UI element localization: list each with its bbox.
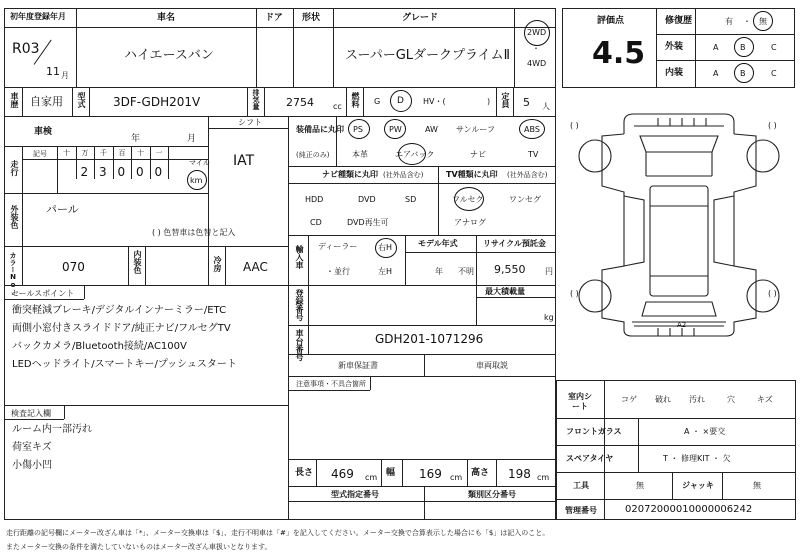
repair-no: 無	[759, 17, 767, 26]
drive-dot: ・	[532, 44, 540, 53]
interior-b: B	[740, 69, 746, 78]
new-car-warranty: 新車保証書	[338, 361, 378, 370]
sales-point-line-2: 両側小窓付きスライドドア/純正ナビ/フルセグTV	[12, 323, 231, 334]
fuel-close: )	[487, 97, 491, 106]
nav-label: ナビ種類に丸印	[322, 170, 378, 179]
vehicle-manual: 車両取説	[476, 361, 508, 370]
nav-sublabel: (社外品含む)	[383, 171, 424, 179]
mileage-digit-label: 万	[81, 149, 89, 157]
import-parallel: ・並行	[326, 267, 350, 276]
diagram-paren-bl: ( )	[570, 289, 579, 298]
height-unit: cm	[537, 473, 550, 482]
model-label: 型式	[77, 92, 86, 108]
interior-seat-label: 室内シート	[568, 392, 592, 412]
mileage-sign-label: 記号	[33, 150, 47, 158]
grade-label: グレード	[402, 13, 439, 23]
color-no-label: カラーNo.	[9, 252, 17, 297]
mileage-digit-label: 十	[137, 149, 144, 157]
seat-dirt: 汚れ	[689, 395, 705, 404]
color-label: 外装色	[10, 205, 19, 229]
equip-pw: PW	[389, 125, 402, 134]
windshield-value: A ・ ×要交	[684, 427, 726, 436]
score-label: 評価点	[597, 16, 625, 26]
fuel-g: G	[374, 97, 381, 106]
usage-value: 自家用	[30, 95, 63, 108]
equip-navi: ナビ	[470, 150, 486, 159]
nav-dvd: DVD	[358, 195, 376, 204]
capacity-value: 5	[523, 96, 530, 109]
interior-c: C	[771, 69, 777, 78]
length-label: 長さ	[295, 468, 314, 478]
fuel-label: 燃料	[351, 92, 360, 108]
equipment-label: 装備品に丸印	[296, 125, 344, 134]
diagram-paren-tl: ( )	[570, 121, 579, 130]
interior-label: 内装	[665, 68, 684, 78]
chassis-value: GDH201-1071296	[375, 332, 484, 346]
tv-oneseg: ワンセグ	[509, 195, 541, 204]
mile-label: マイル	[189, 159, 210, 167]
color-change-note: ( ) 色替車は色替と記入	[152, 228, 236, 237]
diagram-paren-tr: ( )	[768, 121, 777, 130]
management-label: 管理番号	[565, 506, 597, 515]
cooler-label: 冷房	[213, 256, 222, 272]
drive-4wd: 4WD	[527, 59, 547, 68]
tv-sublabel: (社外品含む)	[507, 171, 548, 179]
interior-color-label: 内装色	[133, 250, 142, 274]
model-year-year: 年	[435, 267, 443, 276]
class-label: 類別区分番号	[468, 490, 516, 499]
sales-point-line-4: LEDヘッドライト/スマートキー/プッシュスタート	[12, 359, 237, 370]
mileage-digit-label: 千	[100, 149, 107, 157]
first-registration-year: R03	[12, 41, 40, 57]
fuel-d: D	[397, 96, 404, 106]
inspector-label: 検査記入欄	[11, 409, 51, 418]
jack-value: 無	[753, 481, 761, 490]
nav-dvd-play: DVD再生可	[347, 218, 389, 227]
mileage-digit-label: 一	[155, 149, 163, 157]
sales-point-line-3: バックカメラ/Bluetooth接続/AC100V	[12, 341, 187, 352]
mileage-digit-label: 十	[63, 149, 70, 157]
color-value: パール	[46, 203, 79, 216]
main-form-frame	[4, 8, 556, 520]
fuel-hv: HV・(	[423, 97, 446, 106]
month-unit: 月	[61, 71, 69, 80]
shift-label: シフト	[238, 118, 262, 127]
equip-aw: AW	[425, 125, 438, 134]
nav-sd: SD	[405, 195, 417, 204]
diagram-mark-a2: A2	[677, 321, 687, 329]
mileage-digit: 0	[136, 165, 144, 179]
spare-tire-value: T ・ 修理KIT ・ 欠	[663, 454, 731, 463]
width-value: 169	[419, 467, 442, 481]
inspection-label: 車検	[34, 127, 53, 137]
width-unit: cm	[450, 473, 463, 482]
mileage-digit: 2	[80, 165, 89, 179]
car-name-label: 車名	[157, 13, 176, 23]
car-name-value: ハイエースバン	[124, 48, 214, 63]
recycle-label: リサイクル預託金	[483, 239, 546, 248]
type-cert-label: 型式指定番号	[331, 490, 379, 499]
door-label: ドア	[265, 13, 283, 23]
import-dealer: ディーラー	[318, 242, 358, 251]
tools-value: 無	[636, 481, 644, 490]
inspector-line-3: 小傷小凹	[12, 460, 52, 471]
diagram-paren-br: ( )	[768, 289, 777, 298]
equip-sunroof: サンルーフ	[456, 125, 495, 134]
mileage-label: 走行	[10, 160, 19, 176]
sales-points-label: セールスポイント	[11, 289, 75, 298]
repair-dot: ・	[743, 17, 751, 26]
inspector-line-2: 荷室キズ	[12, 442, 52, 453]
spare-tire-label: スペアタイヤ	[566, 454, 614, 463]
max-load-unit: kg	[544, 313, 554, 322]
model-year-label: モデル年式	[418, 239, 458, 248]
km-label: km	[190, 176, 203, 185]
inspection-month-unit: 月	[187, 134, 197, 144]
sales-point-line-1: 衝突軽減ブレーキ/デジタルインナーミラー/ETC	[12, 305, 227, 316]
recycle-value: 9,550	[494, 263, 526, 276]
jack-label: ジャッキ	[682, 481, 714, 490]
mileage-digit-label: 百	[118, 149, 126, 157]
seat-tear: 破れ	[655, 395, 671, 404]
repair-label: 修復歴	[665, 16, 693, 26]
color-no-value: 070	[62, 260, 85, 274]
notes-label: 注意事項・不具合箇所	[296, 380, 366, 388]
footer-note-2: またメーター交換の条件を満たしていないものはメーター改ざん車扱いとなります。	[6, 543, 272, 551]
length-value: 469	[331, 467, 354, 481]
equip-ps: PS	[353, 125, 363, 134]
exterior-a: A	[713, 43, 719, 52]
tv-analog: アナログ	[454, 218, 486, 227]
tv-label: TV種類に丸印	[446, 170, 498, 179]
tools-label: 工具	[573, 481, 589, 490]
shape-label: 形状	[302, 13, 321, 23]
model-year-value: 不明	[458, 267, 474, 276]
equipment-sublabel: (純正のみ)	[296, 151, 330, 159]
mileage-digit: 0	[154, 165, 163, 179]
equip-tv: TV	[528, 150, 539, 159]
capacity-label: 定員	[501, 92, 510, 108]
seat-hole: 穴	[727, 395, 735, 404]
height-label: 高さ	[471, 468, 490, 478]
first-registration-label: 初年度登録年月	[10, 12, 66, 21]
length-unit: cm	[365, 473, 378, 482]
nav-hdd: HDD	[305, 195, 324, 204]
mileage-digit: 3	[99, 165, 107, 179]
management-value: 02072000010000006242	[625, 504, 753, 515]
nav-cd: CD	[310, 218, 322, 227]
exterior-c: C	[771, 43, 777, 52]
equip-airbag: エアバック	[395, 150, 435, 159]
inspection-year-unit: 年	[131, 134, 141, 144]
height-value: 198	[508, 467, 531, 481]
max-load-label: 最大積載量	[485, 287, 525, 296]
grade-value: スーパーGLダークプライムⅡ	[345, 48, 511, 63]
inspector-line-1: ルーム内一部汚れ	[12, 424, 92, 435]
footer-note-1: 走行距離の記号欄にメーター改ざん車は「*」、メーター交換車は「$」、走行不明車は「#」を記入してください。メーター交換で合算表示した場合にも「$」は記入のこと。	[6, 529, 550, 537]
windshield-label: フロントガラス	[566, 427, 622, 436]
equip-leather: 本革	[352, 150, 368, 159]
exterior-b: B	[740, 43, 746, 52]
import-label: 輸入車	[295, 245, 304, 269]
recycle-unit: 円	[545, 267, 553, 276]
chassis-label: 車台番号	[295, 329, 304, 361]
usage-label: 車歴	[10, 92, 19, 108]
registration-label: 登録番号	[295, 289, 304, 321]
seat-burn: コゲ	[621, 395, 637, 404]
interior-a: A	[713, 69, 719, 78]
capacity-unit: 人	[542, 102, 550, 111]
model-value: 3DF-GDH201V	[113, 95, 201, 109]
import-right: 右H	[378, 243, 393, 252]
car-damage-diagram	[562, 96, 796, 376]
repair-yes: 有	[725, 17, 733, 26]
shift-value: IAT	[233, 153, 255, 169]
displacement-value: 2754	[286, 96, 314, 109]
cooler-value: AAC	[243, 260, 268, 274]
import-left: 左H	[378, 267, 393, 276]
displacement-unit: cc	[333, 102, 342, 111]
width-label: 幅	[386, 468, 396, 478]
seat-scratch: キズ	[757, 395, 773, 404]
drive-2wd: 2WD	[527, 28, 547, 37]
mileage-digit: 0	[117, 165, 126, 179]
first-registration-month: 11	[46, 65, 60, 78]
displacement-label: 排気量	[252, 89, 260, 110]
tv-fullseg: フルセグ	[452, 195, 484, 204]
exterior-label: 外装	[665, 42, 684, 52]
equip-abs: ABS	[524, 125, 540, 134]
score-value: 4.5	[592, 36, 646, 71]
